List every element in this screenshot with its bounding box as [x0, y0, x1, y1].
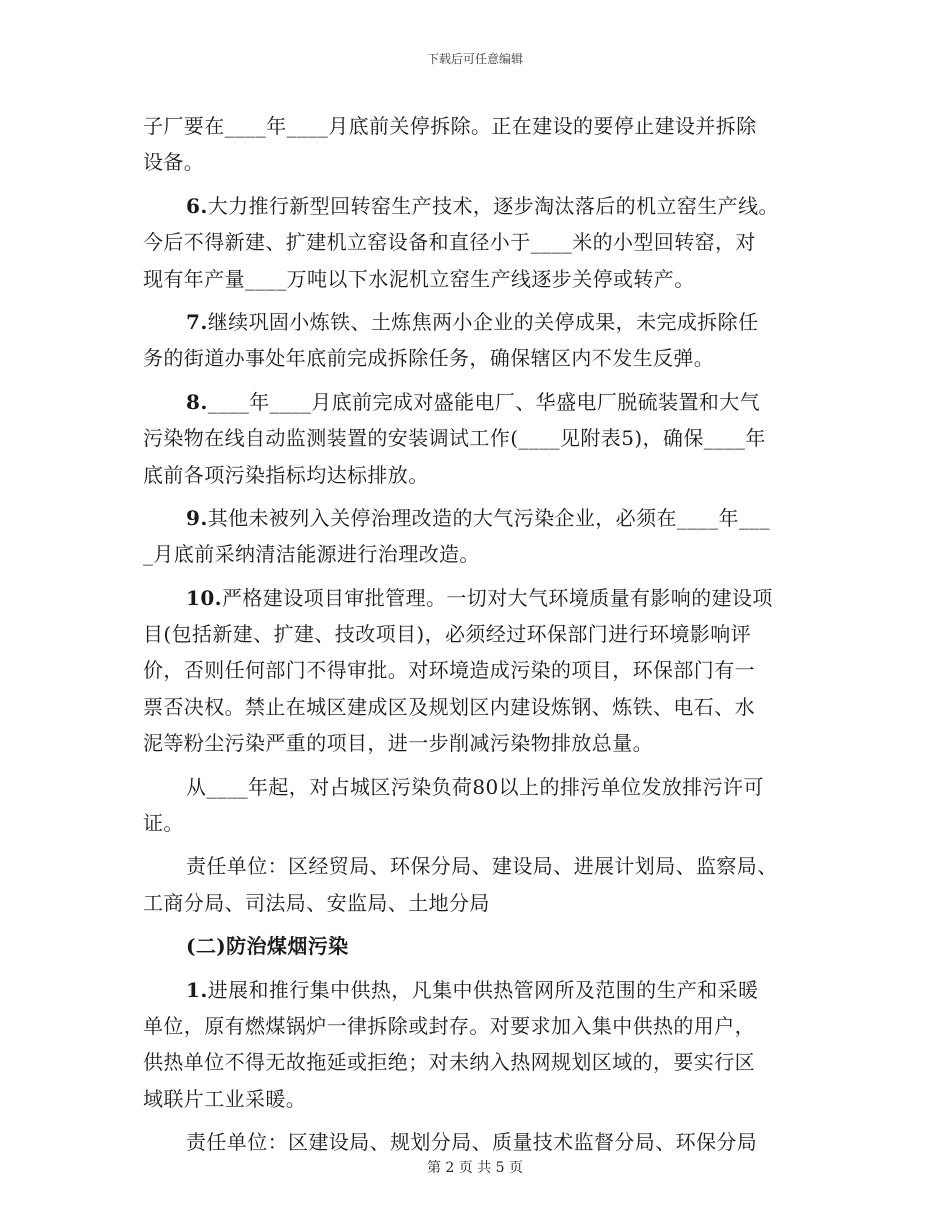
paragraph: [143, 500, 811, 573]
text-line: [143, 144, 811, 180]
paragraph-gap: [143, 181, 811, 188]
line-text: 证。: [143, 811, 184, 836]
section-heading: [143, 928, 811, 964]
line-text: 进展和推行集中供热，凡集中供热管网所及范围的生产和采暖: [207, 977, 759, 1002]
text-line: [143, 769, 811, 805]
line-text: 大力推行新型回转窑生产技术，逐步淘汰落后的机立窑生产线。: [207, 193, 779, 218]
paragraph: [143, 108, 811, 181]
paragraph: [143, 304, 811, 377]
line-text: 今后不得新建、扩建机立窑设备和直径小于____米的小型回转窑，对: [143, 230, 756, 255]
text-line: [143, 420, 811, 456]
line-text: 继续巩固小炼铁、土炼焦两小企业的关停成果，未完成拆除任: [207, 309, 759, 334]
text-line: [143, 188, 811, 224]
paragraph-gap: [143, 493, 811, 500]
text-line: [143, 580, 811, 616]
paragraph: [143, 848, 811, 921]
text-line: [143, 1081, 811, 1117]
item-number: 1.: [186, 977, 208, 1002]
text-line: [143, 928, 811, 964]
text-line: [143, 1008, 811, 1044]
line-text: _月底前采纳清洁能源进行治理改造。: [143, 542, 480, 567]
line-text: (二)防治煤烟污染: [186, 934, 349, 959]
line-text: 泥等粉尘污染严重的项目，进一步削减污染物排放总量。: [143, 731, 653, 756]
paragraph-gap: [143, 297, 811, 304]
line-text: 供热单位不得无故拖延或拒绝；对未纳入热网规划区域的，要实行区: [143, 1050, 755, 1075]
page-footer: 第 2 页 共 5 页: [426, 1160, 524, 1176]
text-line: [143, 805, 811, 841]
text-line: [143, 224, 811, 260]
line-text: 污染物在线自动监测装置的安装调试工作(____见附表5)，确保____年: [143, 426, 766, 451]
line-text: 务的街道办事处年底前完成拆除任务，确保辖区内不发生反弹。: [143, 346, 715, 371]
text-line: [143, 848, 811, 884]
line-text: 工商分局、司法局、安监局、土地分局: [143, 890, 490, 915]
line-text: 底前各项污染指标均达标排放。: [143, 462, 429, 487]
text-line: [143, 108, 811, 144]
line-text: ____年____月底前完成对盛能电厂、华盛电厂脱硫装置和大气: [207, 389, 761, 414]
paragraph: [143, 188, 811, 297]
paragraph: [143, 384, 811, 493]
text-line: [143, 885, 811, 921]
paragraph-gap: [143, 841, 811, 848]
paragraph: [143, 1124, 811, 1160]
text-line: [143, 457, 811, 493]
text-line: [143, 616, 811, 652]
line-text: 价，否则任何部门不得审批。对环境造成污染的项目，环保部门有一: [143, 658, 755, 683]
text-line: [143, 384, 811, 420]
line-text: 子厂要在____年____月底前关停拆除。正在建设的要停止建设并拆除: [143, 114, 757, 138]
line-text: 票否决权。禁止在城区建成区及规划区内建设炼钢、炼铁、电石、水: [143, 694, 755, 719]
line-text: 现有年产量____万吨以下水泥机立窑生产线逐步关停或转产。: [143, 266, 695, 291]
page-header: 下载后可任意编辑: [426, 52, 523, 66]
line-text: 目(包括新建、扩建、技改项目)，必须经过环保部门进行环境影响评: [143, 622, 752, 647]
item-number: 8.: [186, 389, 208, 414]
paragraph-gap: [143, 573, 811, 580]
line-text: 从____年起，对占城区污染负荷80以上的排污单位发放排污许可: [186, 774, 764, 799]
item-number: 6.: [186, 193, 208, 218]
text-line: [143, 972, 811, 1008]
paragraph-gap: [143, 921, 811, 928]
text-line: [143, 304, 811, 340]
paragraph: [143, 580, 811, 762]
text-line: [143, 725, 811, 761]
line-text: 责任单位：区建设局、规划分局、质量技术监督分局、环保分局: [186, 1130, 758, 1155]
paragraph-gap: [143, 1117, 811, 1124]
item-number: 9.: [186, 505, 208, 530]
line-text: 域联片工业采暖。: [143, 1086, 307, 1111]
line-text: 其他未被列入关停治理改造的大气污染企业，必须在____年___: [207, 505, 771, 530]
paragraph-gap: [143, 377, 811, 384]
item-number: 10.: [186, 585, 222, 610]
text-line: [143, 1044, 811, 1080]
line-text: 严格建设项目审批管理。一切对大气环境质量有影响的建设项: [222, 585, 773, 610]
text-line: [143, 1124, 811, 1160]
text-line: [143, 261, 811, 297]
document-body: [143, 108, 811, 1168]
text-line: [143, 689, 811, 725]
line-text: 责任单位：区经贸局、环保分局、建设局、进展计划局、监察局、: [186, 854, 778, 879]
paragraph: [143, 972, 811, 1118]
paragraph: [143, 769, 811, 842]
text-line: [143, 536, 811, 572]
paragraph-gap: [143, 762, 811, 769]
text-line: [143, 500, 811, 536]
item-number: 7.: [186, 309, 208, 334]
text-line: [143, 340, 811, 376]
line-text: 单位，原有燃煤锅炉一律拆除或封存。对要求加入集中供热的用户，: [143, 1013, 755, 1038]
paragraph-gap: [143, 965, 811, 972]
text-line: [143, 652, 811, 688]
line-text: 设备。: [143, 150, 205, 175]
